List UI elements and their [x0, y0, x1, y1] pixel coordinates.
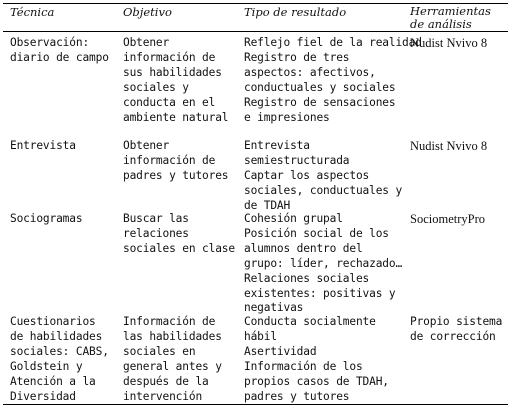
cell-line: Entrevista	[10, 139, 76, 152]
cell-line: Cuestionarios	[10, 315, 96, 328]
cell-line: Conducta socialmente	[244, 315, 376, 328]
cell-line: alumnos dentro del	[244, 241, 363, 255]
header-line: Técnica	[10, 5, 55, 19]
table-header-rule	[3, 31, 508, 32]
cell-line: diario de campo	[10, 50, 109, 64]
row-sociogramas-herramientas	[410, 212, 485, 227]
cell-line: conducta en el	[123, 95, 216, 109]
row-entrevista-resultado	[244, 139, 402, 214]
header-objetivo	[123, 6, 172, 19]
cell-line: de habilidades	[10, 329, 103, 343]
cell-line: Atención a la	[10, 374, 96, 388]
cell-line: grupo: líder, rechazado…	[244, 256, 403, 270]
cell-line: Registro de tres	[244, 50, 350, 64]
cell-line: sociales en	[123, 344, 196, 358]
header-line: Tipo de resultado	[244, 5, 347, 19]
header-line: Herramientas	[410, 4, 491, 18]
cell-line: Nudist Nvivo 8	[410, 139, 488, 153]
cell-line: sociales y	[123, 80, 189, 94]
cell-line: sus habilidades	[123, 65, 222, 79]
cell-line: Captar los aspectos	[244, 168, 370, 182]
cell-line: Información de los	[244, 359, 363, 373]
cell-line: hábil	[244, 329, 277, 343]
cell-line: Goldstein y	[10, 359, 83, 373]
cell-line: propios casos de TDAH,	[244, 374, 389, 388]
cell-line: de corrección	[410, 329, 496, 343]
row-observacion-herramientas	[410, 36, 487, 51]
row-observacion-objetivo	[123, 36, 228, 125]
cell-line: conductuales y sociales	[244, 80, 396, 94]
row-observacion-tecnica	[10, 36, 109, 66]
cell-line: Registro de sensaciones	[244, 95, 396, 109]
row-entrevista-herramientas	[410, 139, 487, 154]
cell-line: padres y tutores	[244, 389, 350, 403]
cell-line: Relaciones sociales	[244, 271, 370, 285]
cell-line: Cohesión grupal	[244, 212, 343, 225]
cell-line: sociales: CABS,	[10, 344, 109, 358]
cell-line: Propio sistema	[410, 315, 503, 328]
cell-line: Información de	[123, 315, 216, 328]
cell-line: existentes: positivas y	[244, 286, 396, 300]
cell-line: aspectos: afectivos,	[244, 65, 376, 79]
row-cuestionarios-tecnica	[10, 315, 109, 404]
cell-line: información de	[123, 50, 216, 64]
cell-line: intervención	[123, 389, 203, 403]
cell-line: Obtener	[123, 139, 170, 152]
row-entrevista-tecnica	[10, 139, 76, 154]
cell-line: Sociogramas	[10, 212, 83, 225]
row-sociogramas-tecnica	[10, 212, 82, 227]
header-tipo-de-resultado	[244, 6, 346, 19]
row-cuestionarios-herramientas	[410, 315, 502, 345]
row-cuestionarios-resultado	[244, 315, 389, 404]
cell-line: Obtener	[123, 36, 170, 49]
row-sociogramas-resultado	[244, 212, 402, 316]
cell-line: padres y tutores	[123, 168, 229, 182]
cell-line: relaciones	[123, 226, 189, 240]
cell-line: Observación:	[10, 36, 90, 49]
cell-line: sociales, conductuales y	[244, 183, 403, 197]
header-herramientas	[410, 5, 491, 31]
header-line: Objetivo	[123, 5, 172, 19]
cell-line: información de	[123, 153, 216, 167]
row-cuestionarios-objetivo	[123, 315, 222, 404]
cell-line: después de la	[123, 374, 209, 388]
cell-line: Diversidad	[10, 389, 76, 403]
row-sociogramas-objetivo	[123, 212, 235, 257]
cell-line: semiestructurada	[244, 153, 350, 167]
cell-line: Asertividad	[244, 344, 317, 358]
cell-line: Buscar las	[123, 212, 189, 225]
cell-line: de TDAH	[244, 198, 291, 212]
cell-line: las habilidades	[123, 329, 222, 343]
cell-line: e impresiones	[244, 110, 330, 124]
cell-line: Entrevista	[244, 139, 310, 152]
row-entrevista-objetivo	[123, 139, 228, 184]
cell-line: general antes y	[123, 359, 222, 373]
header-line: de análisis	[410, 17, 472, 31]
row-observacion-resultado	[244, 36, 422, 125]
cell-line: SociometryPro	[410, 212, 485, 226]
cell-line: Posición social de los	[244, 226, 389, 240]
cell-line: negativas	[244, 301, 304, 315]
cell-line: sociales en clase	[123, 241, 235, 255]
cell-line: Reflejo fiel de la realidad	[244, 36, 422, 49]
cell-line: Nudist Nvivo 8	[410, 36, 488, 50]
cell-line: ambiente natural	[123, 110, 229, 124]
header-tecnica	[10, 6, 54, 19]
